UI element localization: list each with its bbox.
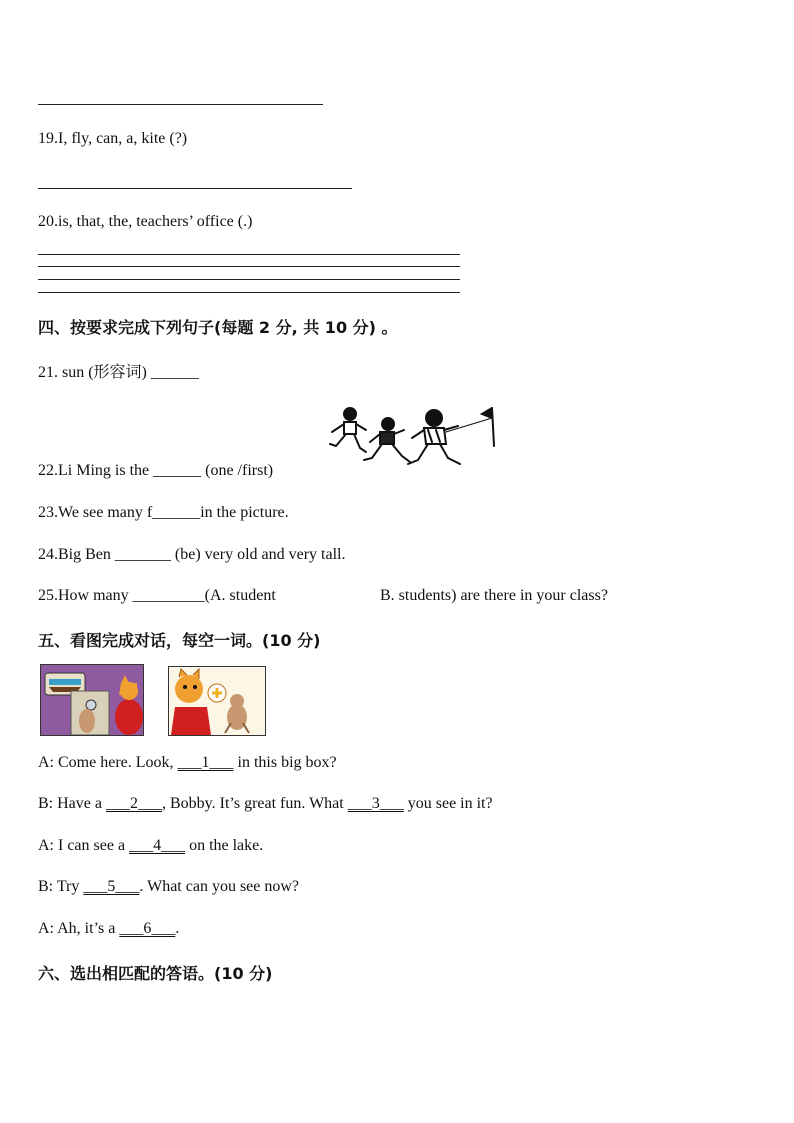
dialogue-text: . xyxy=(175,920,180,937)
answer-line-20c xyxy=(38,279,460,280)
question-20: 20.is, that, the, teachers’ office (.) xyxy=(38,213,253,230)
dialogue-text: B: Have a xyxy=(38,795,106,812)
question-25-part1: 25.How many _________(A. student xyxy=(38,587,276,604)
dialogue-line-4 xyxy=(38,878,299,896)
blank-5: ___5___ xyxy=(83,878,140,895)
blank-6: ___6___ xyxy=(119,920,176,937)
question-22: 22.Li Ming is the ______ (one /first) xyxy=(38,462,274,479)
blank-2: ___2___ xyxy=(105,795,162,812)
dialogue-text: A: Ah, it’s a xyxy=(38,920,120,937)
running-race-illustration xyxy=(322,402,500,474)
section-4-heading: 四、按要求完成下列句子(每题 2 分, 共 10 分) 。 xyxy=(38,318,398,337)
dialogue-text: you see in it? xyxy=(403,795,493,812)
dialogue-text: A: Come here. Look, xyxy=(38,754,178,771)
question-23: 23.We see many f______in the picture. xyxy=(38,504,289,521)
blank-4: ___4___ xyxy=(129,837,186,854)
question-21: 21. sun (形容词) ______ xyxy=(38,364,199,381)
section-6-heading: 六、选出相匹配的答语。(10 分) xyxy=(38,964,273,983)
answer-line-20b xyxy=(38,266,460,267)
dialogue-line-1 xyxy=(38,754,337,772)
answer-line-20d xyxy=(38,292,460,293)
cartoon-picture-2 xyxy=(168,666,266,736)
dialogue-text: . What can you see now? xyxy=(139,878,300,895)
section-5-heading: 五、看图完成对话，每空一词。(10 分) xyxy=(38,631,321,650)
answer-line-19 xyxy=(38,188,352,189)
dialogue-text: A: I can see a xyxy=(38,837,130,854)
dialogue-line-5 xyxy=(38,920,179,938)
answer-line-18 xyxy=(38,104,323,105)
dialogue-line-2 xyxy=(38,795,493,813)
dialogue-line-3 xyxy=(38,837,263,855)
blank-1: ___1___ xyxy=(177,754,234,771)
blank-3: ___3___ xyxy=(347,795,404,812)
cartoon-picture-1 xyxy=(40,664,144,736)
dialogue-text: on the lake. xyxy=(185,837,264,854)
dialogue-text: B: Try xyxy=(38,878,84,895)
question-19: 19.I, fly, can, a, kite (?) xyxy=(38,130,188,147)
answer-line-20a xyxy=(38,254,460,255)
dialogue-text: , Bobby. It’s great fun. What xyxy=(161,795,348,812)
question-24: 24.Big Ben _______ (be) very old and very tall. xyxy=(38,546,346,563)
question-25-part2: B. students) are there in your class? xyxy=(380,587,608,604)
dialogue-text: in this big box? xyxy=(233,754,337,771)
